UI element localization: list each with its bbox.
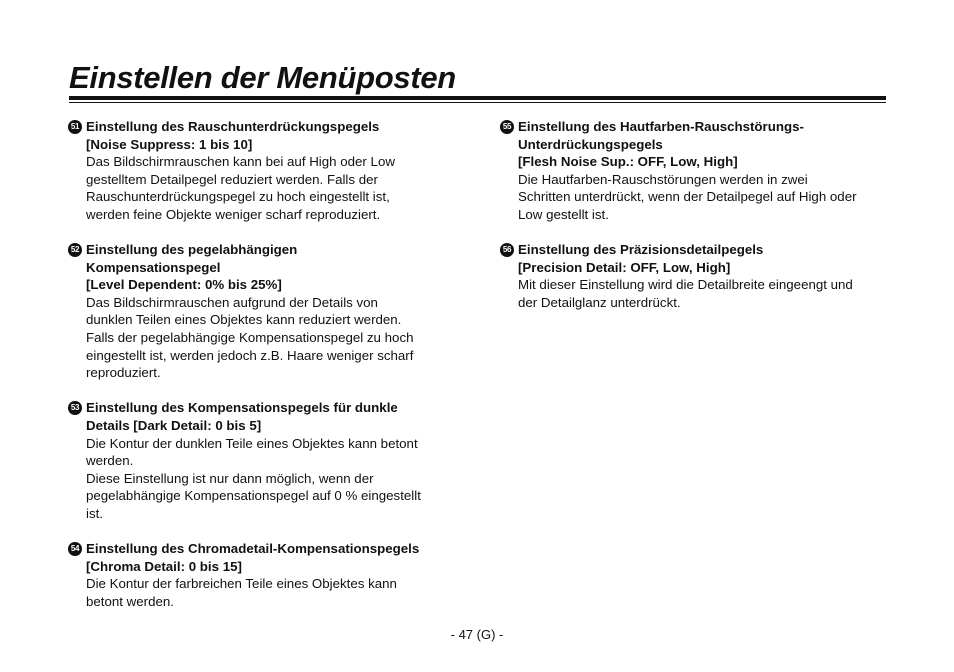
section-parameter: [Noise Suppress: 1 bis 10] (86, 136, 253, 152)
section-parameter: [Level Dependent: 0% bis 25%] (86, 277, 282, 293)
section-body: Die Hautfarben-Rauschstörungen werden in zwei Schritten unterdrückt, wenn der Detailpegel auf High oder Low gestellt ist. (518, 171, 857, 222)
section-body: Das Bildschirmrauschen aufgrund der Details von dunklen Teilen eines Objektes kann reduziert werden. Falls der pegelabhängige Kompensationspegel zu hoch eingestellt ist, werden jedoch z.B. Haare weniger scharf reproduziert. (86, 294, 414, 381)
section-parameter: [Flesh Noise Sup.: OFF, Low, High] (518, 154, 738, 170)
section-heading: Einstellung des pegelabhängigen Kompensationspegel (86, 242, 298, 275)
section-heading: Einstellung des Rauschunterdrückungspegels (86, 119, 380, 134)
section-55 (500, 118, 890, 224)
page-title: Einstellen der Menüposten (69, 60, 456, 95)
page-number: - 47 (G) - (450, 627, 504, 642)
section-heading: Einstellung des Präzisionsdetailpegels (518, 242, 764, 258)
section-parameter: [Chroma Detail: 0 bis 15] (86, 558, 242, 574)
title-rule-thick (69, 96, 886, 100)
section-heading: Einstellung des Hautfarben-Rauschstörungs- Unterdrückungspegels (518, 119, 804, 152)
section-51 (68, 118, 463, 224)
circled-number-55-icon: 55 (500, 120, 514, 134)
section-body: Die Kontur der farbreichen Teile eines Objektes kann betont werden. (86, 576, 397, 609)
left-column (68, 118, 463, 628)
section-53 (68, 399, 463, 522)
circled-number-51-icon: 51 (68, 120, 82, 134)
section-56 (500, 241, 890, 311)
circled-number-53-icon: 53 (68, 401, 82, 415)
circled-number-52-icon: 52 (68, 243, 82, 257)
section-54 (68, 540, 463, 610)
right-column (500, 118, 890, 329)
section-heading: Einstellung des Kompensationspegels für dunkle Details [Dark Detail: 0 bis 5] (86, 400, 398, 433)
title-rule-thin (69, 102, 886, 103)
section-52 (68, 241, 463, 382)
section-body: Mit dieser Einstellung wird die Detailbreite eingeengt und der Detailglanz unterdrückt. (518, 277, 853, 310)
section-body: Das Bildschirmrauschen kann bei auf High oder Low gestelltem Detailpegel reduziert werden. Falls der Rauschunterdrückungspegel zu hoch eingestellt ist, werden feine Objekte weniger scharf reproduziert. (86, 154, 395, 222)
circled-number-54-icon: 54 (68, 542, 82, 556)
section-body: Die Kontur der dunklen Teile eines Objektes kann betont werden. Diese Einstellung ist nur dann möglich, wenn der pegelabhängige Kompensationspegel auf 0 % eingestellt ist. (86, 435, 421, 521)
section-parameter: [Precision Detail: OFF, Low, High] (518, 259, 731, 275)
circled-number-56-icon: 56 (500, 243, 514, 257)
section-heading: Einstellung des Chromadetail-Kompensationspegels (86, 540, 420, 556)
